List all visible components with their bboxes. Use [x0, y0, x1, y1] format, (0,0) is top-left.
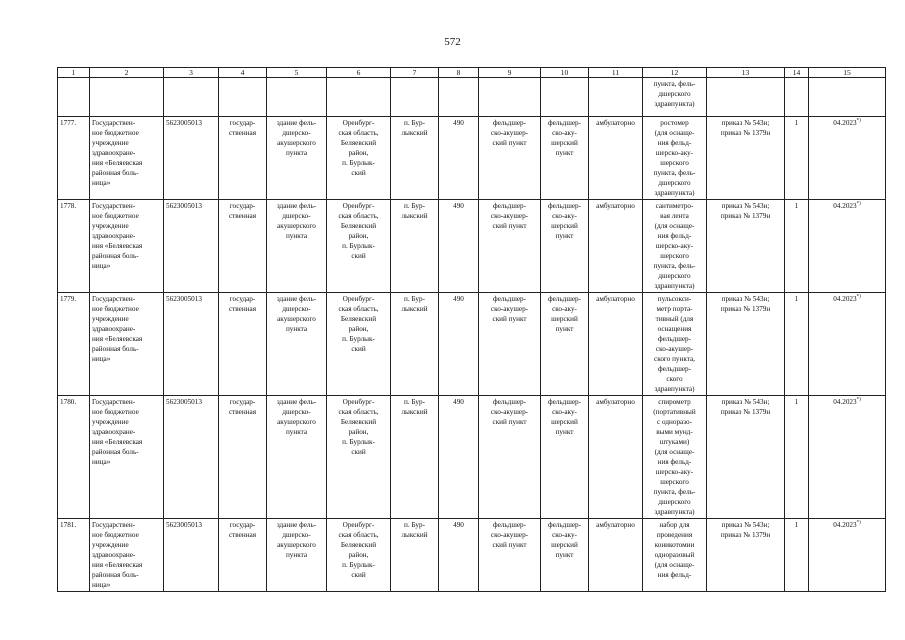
unit-cell: фельдшер- ско-аку- шерский пункт — [541, 396, 589, 519]
unit-cell: фельдшер- ско-аку- шерский пункт — [541, 200, 589, 293]
population-cell: 490 — [439, 396, 479, 519]
ownership-cell: государ- ственная — [219, 519, 267, 592]
order-cell: приказ № 543н; приказ № 1379н — [707, 117, 785, 200]
care-form-cell: амбулаторно — [589, 293, 643, 396]
table-cell — [541, 78, 589, 117]
column-header: 9 — [479, 68, 541, 78]
care-form-cell: амбулаторно — [589, 200, 643, 293]
organization-cell: Государствен- ное бюджетное учреждение здравоохране- ния «Беляевская районная боль- ница» — [90, 293, 164, 396]
quantity-cell: 1 — [785, 117, 809, 200]
population-cell: 490 — [439, 293, 479, 396]
unit-type-cell: фельдшер- ско-акушер- ский пункт — [479, 396, 541, 519]
footnote-mark: *) — [856, 201, 861, 207]
column-header: 12 — [643, 68, 707, 78]
date-cell: 04.2023*) — [809, 396, 886, 519]
building-cell: здание фель- дшерско- акушерского пункта — [267, 396, 327, 519]
row-number-cell: 1778. — [58, 200, 90, 293]
unit-cell: фельдшер- ско-аку- шерский пункт — [541, 519, 589, 592]
ownership-cell: государ- ственная — [219, 293, 267, 396]
page-number: 572 — [444, 36, 461, 48]
row-number-cell: 1781. — [58, 519, 90, 592]
table-cell — [391, 78, 439, 117]
equipment-cell: пульсокси- метр порта- тивный (для оснащения фельдшер- ско-акушер- ского пункта, фельдшер- ского здравпункта) — [643, 293, 707, 396]
date-cell: 04.2023*) — [809, 117, 886, 200]
equipment-cell: пункта, фель- дшерского здравпункта) — [643, 78, 707, 117]
quantity-cell: 1 — [785, 293, 809, 396]
footnote-mark: *) — [856, 397, 861, 403]
unit-type-cell: фельдшер- ско-акушер- ский пункт — [479, 519, 541, 592]
column-header: 8 — [439, 68, 479, 78]
table-row — [58, 519, 886, 592]
table-cell — [479, 78, 541, 117]
table-row — [58, 117, 886, 200]
organization-cell: Государствен- ное бюджетное учреждение здравоохране- ния «Беляевская районная боль- ница» — [90, 117, 164, 200]
row-number-cell: 1777. — [58, 117, 90, 200]
header-row — [58, 68, 886, 78]
inn-cell: 5623005013 — [164, 200, 219, 293]
row-number-cell: 1780. — [58, 396, 90, 519]
care-form-cell: амбулаторно — [589, 117, 643, 200]
unit-cell: фельдшер- ско-аку- шерский пункт — [541, 293, 589, 396]
date-cell: 04.2023*) — [809, 519, 886, 592]
column-header: 14 — [785, 68, 809, 78]
table-row — [58, 200, 886, 293]
table-row — [58, 293, 886, 396]
rows-body — [58, 117, 886, 592]
column-header: 13 — [707, 68, 785, 78]
column-header: 4 — [219, 68, 267, 78]
date-cell: 04.2023*) — [809, 200, 886, 293]
table-cell — [589, 78, 643, 117]
organization-cell: Государствен- ное бюджетное учреждение здравоохране- ния «Беляевская районная боль- ница» — [90, 519, 164, 592]
population-cell: 490 — [439, 200, 479, 293]
table-cell — [219, 78, 267, 117]
quantity-cell: 1 — [785, 519, 809, 592]
quantity-cell: 1 — [785, 396, 809, 519]
column-header: 5 — [267, 68, 327, 78]
table-cell — [90, 78, 164, 117]
building-cell: здание фель- дшерско- акушерского пункта — [267, 200, 327, 293]
equipment-cell: ростомер (для оснаще- ния фельд- шерско-аку- шерского пункта, фель- дшерского здравпункта) — [643, 117, 707, 200]
column-header: 15 — [809, 68, 886, 78]
continuation-row — [58, 78, 886, 117]
care-form-cell: амбулаторно — [589, 396, 643, 519]
building-cell: здание фель- дшерско- акушерского пункта — [267, 117, 327, 200]
locality-cell: п. Бур- лыкский — [391, 519, 439, 592]
column-header: 3 — [164, 68, 219, 78]
ownership-cell: государ- ственная — [219, 200, 267, 293]
footnote-mark: *) — [856, 294, 861, 300]
date-cell: 04.2023*) — [809, 293, 886, 396]
equipment-cell: набор для проведения коникотомии одноразовый (для оснаще- ния фельд- — [643, 519, 707, 592]
inn-cell: 5623005013 — [164, 396, 219, 519]
unit-cell: фельдшер- ско-аку- шерский пункт — [541, 117, 589, 200]
equipment-cell: спирометр (портативный с одноразо- выми мунд- штуками) (для оснаще- ния фельд- шерско-аку- шерского пункта, фель- дшерского здравпункта) — [643, 396, 707, 519]
locality-cell: п. Бур- лыкский — [391, 200, 439, 293]
unit-type-cell: фельдшер- ско-акушер- ский пункт — [479, 200, 541, 293]
organization-cell: Государствен- ное бюджетное учреждение здравоохране- ния «Беляевская районная боль- ница» — [90, 200, 164, 293]
unit-type-cell: фельдшер- ско-акушер- ский пункт — [479, 117, 541, 200]
population-cell: 490 — [439, 117, 479, 200]
ownership-cell: государ- ственная — [219, 396, 267, 519]
equipment-cell: сантиметро- вая лента (для оснаще- ния фельд- шерско-аку- шерского пункта, фель- дшерского здравпункта) — [643, 200, 707, 293]
locality-cell: п. Бур- лыкский — [391, 396, 439, 519]
footnote-mark: *) — [856, 520, 861, 526]
locality-cell: п. Бур- лыкский — [391, 117, 439, 200]
ownership-cell: государ- ственная — [219, 117, 267, 200]
address-cell: Оренбург- ская область, Беляевский район, п. Бурлык- ский — [327, 117, 391, 200]
table-cell — [707, 78, 785, 117]
column-header: 7 — [391, 68, 439, 78]
inn-cell: 5623005013 — [164, 293, 219, 396]
organization-cell: Государствен- ное бюджетное учреждение здравоохране- ния «Беляевская районная боль- ница» — [90, 396, 164, 519]
order-cell: приказ № 543н; приказ № 1379н — [707, 200, 785, 293]
row-number-cell: 1779. — [58, 293, 90, 396]
address-cell: Оренбург- ская область, Беляевский район, п. Бурлык- ский — [327, 200, 391, 293]
registry-table — [57, 67, 886, 592]
locality-cell: п. Бур- лыкский — [391, 293, 439, 396]
quantity-cell: 1 — [785, 200, 809, 293]
column-header: 2 — [90, 68, 164, 78]
population-cell: 490 — [439, 519, 479, 592]
column-header: 6 — [327, 68, 391, 78]
table-cell — [327, 78, 391, 117]
inn-cell: 5623005013 — [164, 117, 219, 200]
inn-cell: 5623005013 — [164, 519, 219, 592]
column-header: 1 — [58, 68, 90, 78]
table-cell — [58, 78, 90, 117]
building-cell: здание фель- дшерско- акушерского пункта — [267, 293, 327, 396]
address-cell: Оренбург- ская область, Беляевский район, п. Бурлык- ский — [327, 519, 391, 592]
column-header: 11 — [589, 68, 643, 78]
building-cell: здание фель- дшерско- акушерского пункта — [267, 519, 327, 592]
table-cell — [267, 78, 327, 117]
table-row — [58, 396, 886, 519]
column-header: 10 — [541, 68, 589, 78]
order-cell: приказ № 543н; приказ № 1379н — [707, 519, 785, 592]
table-cell — [164, 78, 219, 117]
order-cell: приказ № 543н; приказ № 1379н — [707, 396, 785, 519]
unit-type-cell: фельдшер- ско-акушер- ский пункт — [479, 293, 541, 396]
table-cell — [809, 78, 886, 117]
order-cell: приказ № 543н; приказ № 1379н — [707, 293, 785, 396]
address-cell: Оренбург- ская область, Беляевский район, п. Бурлык- ский — [327, 293, 391, 396]
table-cell — [439, 78, 479, 117]
footnote-mark: *) — [856, 118, 861, 124]
address-cell: Оренбург- ская область, Беляевский район, п. Бурлык- ский — [327, 396, 391, 519]
table-cell — [785, 78, 809, 117]
care-form-cell: амбулаторно — [589, 519, 643, 592]
